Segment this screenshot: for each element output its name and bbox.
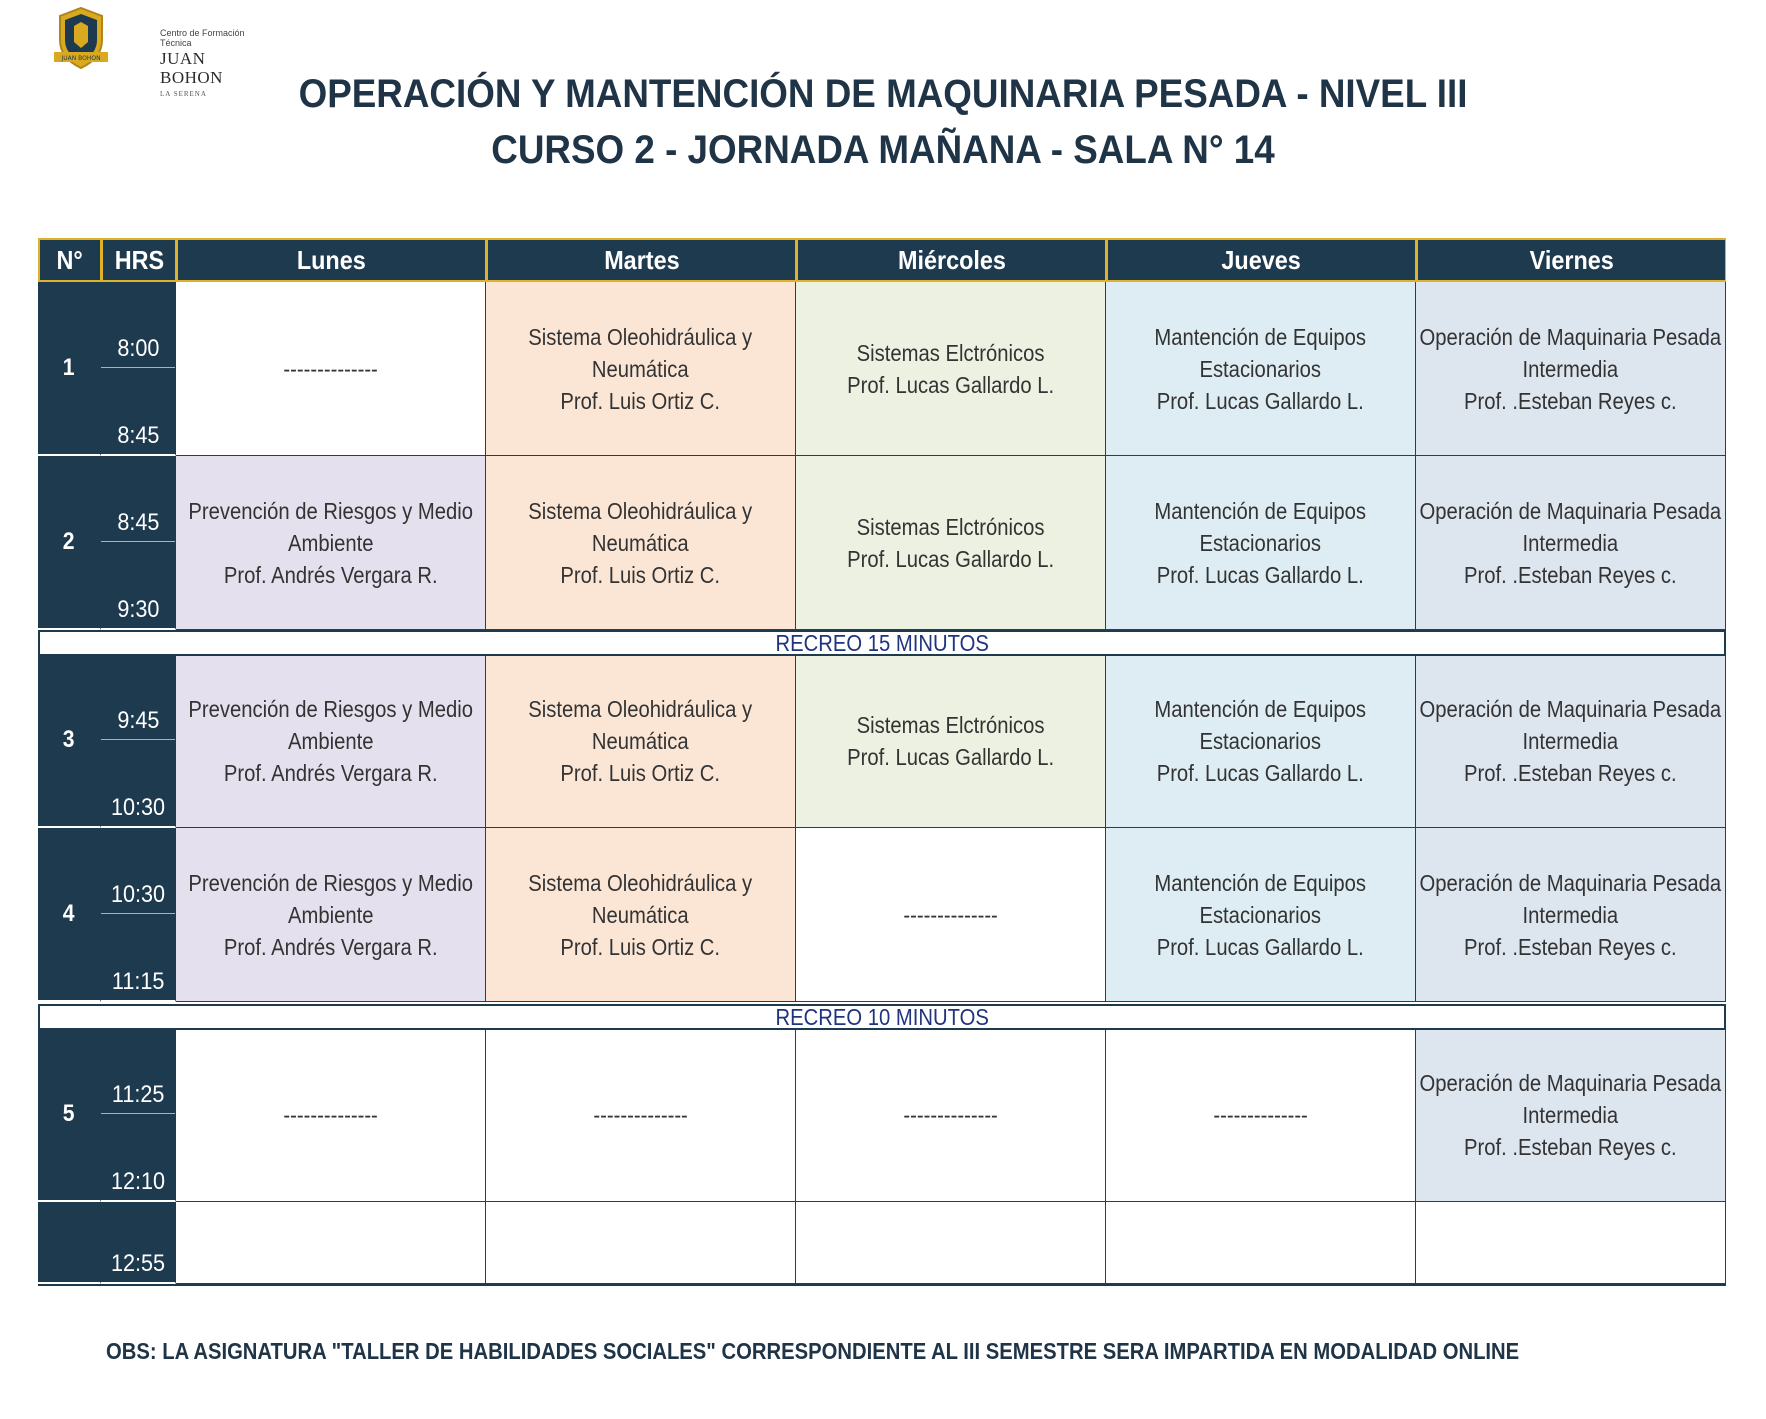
class-cell [486,1202,796,1284]
class-cell-text [903,899,997,931]
start-time-label: 8:00 [116,335,160,362]
class-cell [176,282,486,456]
header-num-label: N° [56,245,84,275]
header-day [176,238,486,282]
subject-line: Prevención de Riesgos y Medio [188,497,473,524]
end-time-label: 10:30 [110,794,166,821]
start-time-label: 8:45 [116,509,160,536]
teacher-name: Prof. .Esteban Reyes c. [1464,933,1677,960]
class-cell-text [529,693,753,789]
logo-ribbon-text: JUAN BOHON [61,55,101,62]
class-cell-text [529,321,753,417]
subject-line: Sistemas Elctrónicos [856,513,1045,540]
end-time-label: 9:30 [116,596,160,623]
header-day-label: Lunes [297,245,366,275]
class-cell-text [847,337,1054,401]
logo-line1: Centro de Formación Técnica [160,28,245,49]
start-time [101,456,175,542]
class-cell-text [1155,321,1367,417]
subject-line: -------------- [903,901,998,928]
class-cell [1416,828,1726,1002]
end-time [101,740,175,826]
class-cell-text [593,1099,687,1131]
class-cell-text [1420,321,1722,417]
teacher-name: Prof. Luis Ortiz C. [560,387,721,414]
subject-line: Ambiente [287,727,374,754]
class-cell-text [188,867,473,963]
subject-line: Sistema Oleohidráulica y [528,497,753,524]
class-cell-text [283,353,377,385]
teacher-name: Prof. .Esteban Reyes c. [1464,561,1677,588]
subject-line: Mantención de Equipos [1154,323,1367,350]
class-cell [796,1202,1106,1284]
subject-line: Neumática [592,355,689,382]
subject-line: Operación de Maquinaria Pesada [1419,323,1722,350]
shield-logo-icon [50,6,112,72]
subject-line: Prevención de Riesgos y Medio [188,869,473,896]
subject-line: Operación de Maquinaria Pesada [1419,695,1722,722]
recess-row [38,630,1726,656]
end-time [101,1202,175,1282]
header-day [1416,238,1726,282]
page-title: OPERACIÓN Y MANTENCIÓN DE MAQUINARIA PESADA - NIVEL III [298,72,1468,116]
class-cell [486,282,796,456]
teacher-name: Prof. Lucas Gallardo L. [1156,759,1364,786]
header-hrs-label: HRS [114,245,164,275]
subject-line: Prevención de Riesgos y Medio [188,695,473,722]
subject-line: Mantención de Equipos [1154,869,1367,896]
class-cell [1416,654,1726,828]
teacher-name: Prof. Luis Ortiz C. [560,561,721,588]
header-day [796,238,1106,282]
subject-line: Neumática [592,901,689,928]
class-cell [1106,828,1416,1002]
subject-line: Ambiente [287,529,374,556]
end-time-label: 12:10 [110,1168,166,1195]
class-cell-text [1420,867,1722,963]
header-hrs [101,238,176,282]
block-number-label: 4 [63,900,75,927]
institution-logo [50,6,250,98]
block-hours [101,456,176,630]
class-cell-text [1213,1099,1307,1131]
end-time-label: 11:15 [111,968,165,995]
subject-line: Intermedia [1522,901,1619,928]
logo-line3: LA SERENA [160,89,207,98]
class-cell [486,654,796,828]
block-hours [101,654,176,828]
block-number [38,828,101,1002]
subject-line: Intermedia [1522,529,1619,556]
class-cell [1416,1202,1726,1284]
subject-line: Sistema Oleohidráulica y [528,323,753,350]
class-cell [796,456,1106,630]
teacher-name: Prof. Lucas Gallardo L. [1156,933,1364,960]
class-cell-text [1420,693,1722,789]
end-time-label: 12:55 [110,1250,166,1277]
class-cell [796,282,1106,456]
subject-line: Estacionarios [1199,901,1322,928]
header-day-label: Viernes [1529,245,1614,275]
subject-line: Mantención de Equipos [1154,497,1367,524]
subject-line: Operación de Maquinaria Pesada [1419,869,1722,896]
start-time-label: 9:45 [116,707,160,734]
class-cell-text [188,693,473,789]
teacher-name: Prof. Luis Ortiz C. [560,759,721,786]
start-time [101,282,175,368]
subject-line: Intermedia [1522,355,1619,382]
teacher-name: Prof. Lucas Gallardo L. [846,545,1054,572]
class-cell [796,1028,1106,1202]
class-cell [176,1202,486,1284]
class-cell-text [1155,693,1367,789]
class-cell [796,828,1106,1002]
subject-line: Neumática [592,529,689,556]
class-cell [1106,456,1416,630]
teacher-name: Prof. Lucas Gallardo L. [846,371,1054,398]
class-cell-text [847,511,1054,575]
subject-line: -------------- [283,1101,378,1128]
teacher-name: Prof. .Esteban Reyes c. [1464,1133,1677,1160]
subject-line: Neumática [592,727,689,754]
class-cell [176,456,486,630]
class-cell [1106,1202,1416,1284]
block-number [38,456,101,630]
logo-line2: JUAN BOHON [160,48,223,88]
recess-label: RECREO 15 MINUTOS [775,629,989,656]
subject-line: Sistemas Elctrónicos [856,711,1045,738]
class-cell-text [529,495,753,591]
header-num [38,238,101,282]
subject-line: Operación de Maquinaria Pesada [1419,497,1722,524]
subject-line: Intermedia [1522,1101,1619,1128]
subject-line: -------------- [283,355,378,382]
teacher-name: Prof. .Esteban Reyes c. [1464,387,1677,414]
subject-line: -------------- [1213,1101,1308,1128]
class-cell [486,828,796,1002]
block-number-label: 2 [63,528,75,555]
class-cell [1106,282,1416,456]
class-cell [176,1028,486,1202]
block-hours [101,828,176,1002]
subject-line: -------------- [593,1101,688,1128]
class-cell [176,828,486,1002]
start-time [101,828,175,914]
subject-line: Estacionarios [1199,529,1322,556]
block-hours [101,1028,176,1202]
class-cell [1416,456,1726,630]
class-cell-text [847,709,1054,773]
observation-note: OBS: LA ASIGNATURA "TALLER DE HABILIDADES SOCIALES" CORRESPONDIENTE AL III SEMESTRE SERA IMPARTIDA EN MODALIDAD ONLINE [106,1338,1520,1364]
class-cell-text [1420,495,1722,591]
teacher-name: Prof. .Esteban Reyes c. [1464,759,1677,786]
class-cell [486,456,796,630]
start-time [101,654,175,740]
teacher-name: Prof. Andrés Vergara R. [223,759,438,786]
block-hours [101,1202,176,1284]
subject-line: Mantención de Equipos [1154,695,1367,722]
subject-line: Intermedia [1522,727,1619,754]
class-cell [1416,1028,1726,1202]
start-time-label: 11:25 [111,1081,165,1108]
end-time [101,542,175,628]
page-subtitle: CURSO 2 - JORNADA MAÑANA - SALA N° 14 [491,128,1275,172]
class-cell-text [188,495,473,591]
class-cell [176,654,486,828]
end-time [101,368,175,454]
header-day [486,238,796,282]
header-day-label: Jueves [1221,245,1302,275]
subject-line: Estacionarios [1199,727,1322,754]
class-cell [796,654,1106,828]
end-time [101,914,175,1000]
class-cell [1416,282,1726,456]
block-hours [101,282,176,456]
class-cell-text [1420,1067,1722,1163]
teacher-name: Prof. Lucas Gallardo L. [846,743,1054,770]
class-cell-text [1155,495,1367,591]
subject-line: Sistema Oleohidráulica y [528,695,753,722]
class-cell [1106,654,1416,828]
class-cell [486,1028,796,1202]
block-number [38,282,101,456]
class-cell-text [283,1099,377,1131]
class-cell-text [903,1099,997,1131]
teacher-name: Prof. Andrés Vergara R. [223,933,438,960]
recess-row [38,1004,1726,1030]
block-number-label: 1 [63,354,75,381]
teacher-name: Prof. Luis Ortiz C. [560,933,721,960]
end-time-label: 8:45 [116,422,160,449]
start-time [101,1028,175,1114]
class-cell-text [529,867,753,963]
teacher-name: Prof. Lucas Gallardo L. [1156,561,1364,588]
recess-label: RECREO 10 MINUTOS [775,1003,989,1030]
block-number-label: 3 [63,726,75,753]
block-number [38,654,101,828]
end-time [101,1114,175,1200]
header-day-label: Martes [603,245,680,275]
header-day [1106,238,1416,282]
subject-line: -------------- [903,1101,998,1128]
header-day-label: Miércoles [897,245,1006,275]
subject-line: Sistema Oleohidráulica y [528,869,753,896]
class-cell-text [1155,867,1367,963]
start-time-label: 10:30 [110,881,166,908]
block-number [38,1202,101,1284]
subject-line: Ambiente [287,901,374,928]
table-bottom-border [38,1284,1726,1286]
teacher-name: Prof. Andrés Vergara R. [223,561,438,588]
class-cell [1106,1028,1416,1202]
block-number-label: 5 [63,1100,75,1127]
subject-line: Operación de Maquinaria Pesada [1419,1069,1722,1096]
subject-line: Estacionarios [1199,355,1322,382]
block-number [38,1028,101,1202]
teacher-name: Prof. Lucas Gallardo L. [1156,387,1364,414]
subject-line: Sistemas Elctrónicos [856,339,1045,366]
